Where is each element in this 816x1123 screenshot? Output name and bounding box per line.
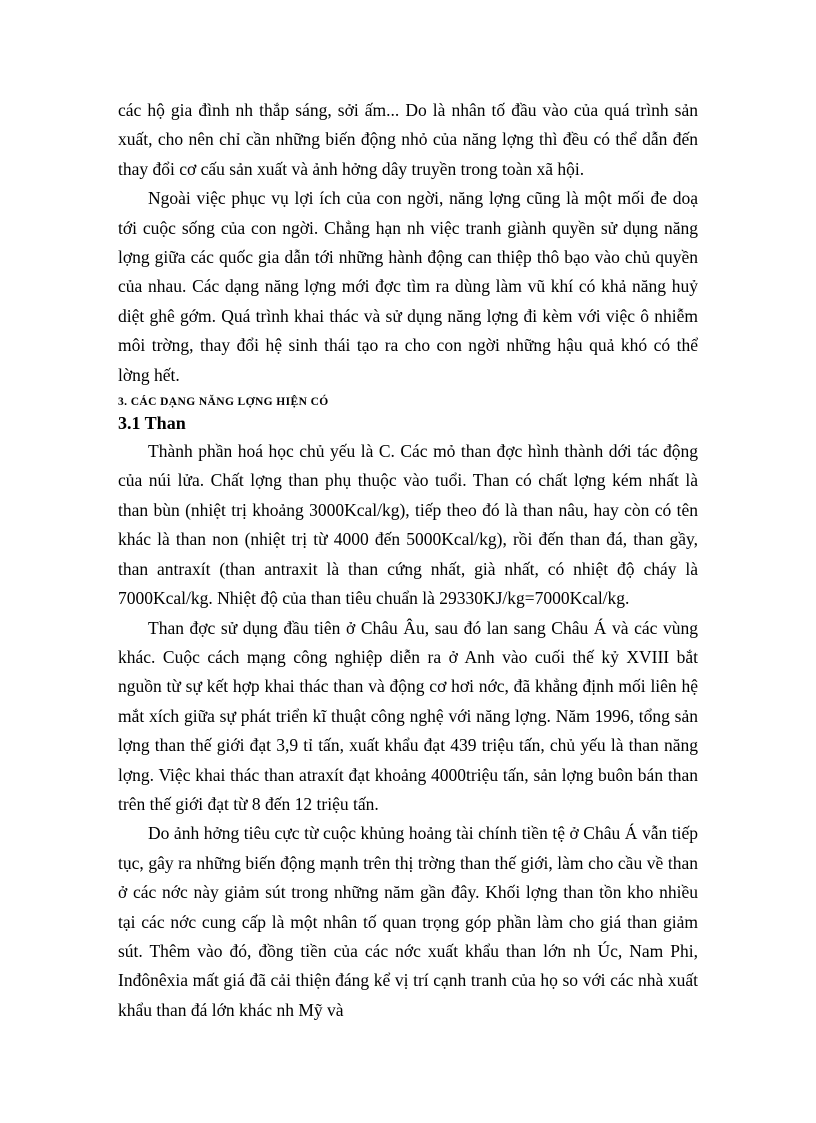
paragraph-coal-market: Do ảnh hởng tiêu cực từ cuộc khủng hoảng tài chính tiền tệ ở Châu Á vẫn tiếp tục, gây ra những biến động mạnh trên thị trờng than thế giới, làm cho cầu về than ở các nớc này giảm sút trong những năm gần đây. Khối lợng than tồn kho nhiều tại các nớc cung cấp là một nhân tố quan trọng góp phần làm cho giá than giảm sút. Thêm vào đó, đồng tiền của các nớc xuất khẩu than lớn nh Úc, Nam Phi, Inđônêxia mất giá đã cải thiện đáng kể vị trí cạnh tranh của họ so với các nhà xuất khẩu than đá lớn khác nh Mỹ và xyxy=(118,823,698,1020)
paragraph-energy-threat: Ngoài việc phục vụ lợi ích của con ngời, năng lợng cũng là một mối đe doạ tới cuộc sống của con ngời. Chẳng hạn nh việc tranh giành quyền sử dụng năng lợng giữa các quốc gia dẫn tới những hành động can thiệp thô bạo vào chủ quyền của nhau. Các dạng năng lợng mới đợc tìm ra dùng làm vũ khí có khả năng huỷ diệt ghê gớm. Quá trình khai thác và sử dụng năng lợng đi kèm với việc ô nhiễm môi trờng, thay đổi hệ sinh thái tạo ra cho con ngời những hậu quả khó có thể lờng hết. xyxy=(118,188,698,385)
section-heading: 3. CÁC DẠNG NĂNG LỢNG HIỆN CÓ xyxy=(118,396,329,409)
paragraph-coal-history: Than đợc sử dụng đầu tiên ở Châu Âu, sau đó lan sang Châu Á và các vùng khác. Cuộc cách mạng công nghiệp diễn ra ở Anh vào cuối thế kỷ XVIII bắt nguồn từ sự kết hợp khai thác than và động cơ hơi nớc, đã khẳng định mối liên hệ mắt xích giữa sự phát triển kĩ thuật công nghệ với năng lợng. Năm 1996, tổng sản lợng than thế giới đạt 3,9 tỉ tấn, xuất khẩu đạt 439 triệu tấn, chủ yếu là than năng lợng. Việc khai thác than atraxít đạt khoảng 4000triệu tấn, sản lợng buôn bán than trên thế giới đạt từ 8 đến 12 triệu tấn. xyxy=(118,617,698,814)
paragraph-intro-continued: các hộ gia đình nh thắp sáng, sởi ấm... Do là nhân tố đầu vào của quá trình sản xuất, cho nên chỉ cần những biến động nhỏ của năng lợng thì đều có thể dẫn đến thay đổi cơ cấu sản xuất và ảnh hởng dây truyền trong toàn xã hội. xyxy=(118,100,698,179)
document-page xyxy=(118,96,698,1025)
paragraph-coal-composition: Thành phần hoá học chủ yếu là C. Các mỏ than đợc hình thành dới tác động của núi lửa. Chất lợng than phụ thuộc vào tuổi. Than có chất lợng kém nhất là than bùn (nhiệt trị khoảng 3000Kcal/kg), tiếp theo đó là than nâu, hay còn có tên khác là than non (nhiệt trị từ 4000 đến 5000Kcal/kg), rồi đến than đá, than gầy, than antraxít (than antraxit là than cứng nhất, già nhất, có nhiệt độ cháy là 7000Kcal/kg. Nhiệt độ của than tiêu chuẩn là 29330KJ/kg=7000Kcal/kg. xyxy=(118,441,698,609)
subsection-heading: 3.1 Than xyxy=(118,413,186,434)
